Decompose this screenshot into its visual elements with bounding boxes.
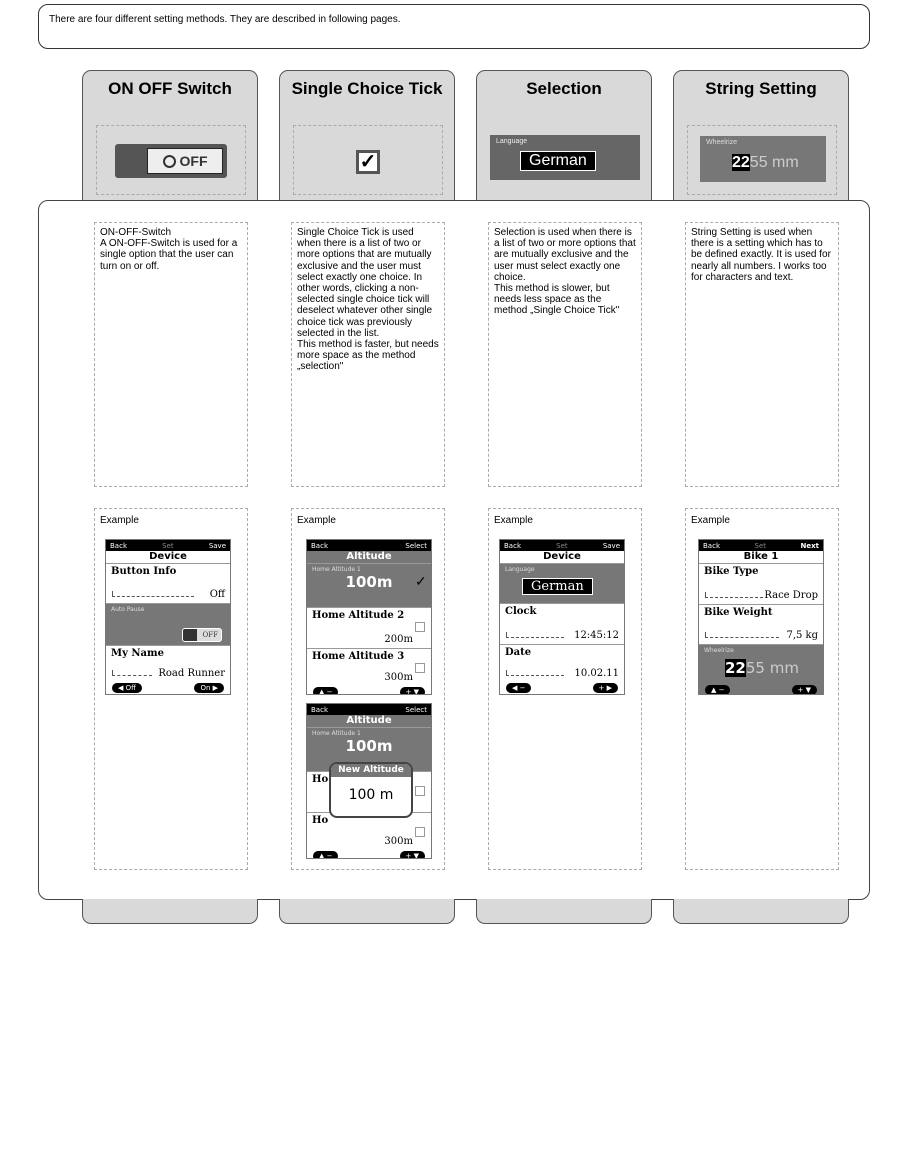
bottom-tab (279, 899, 455, 924)
tab-title: Selection (526, 79, 602, 98)
example-selection (488, 508, 642, 870)
tab-preview (96, 125, 246, 195)
device-screen: Back Select Altitude Home Altitude 1 100m ✓ Home Altitude 2 200m Home Altitude 3 300m ▲ − + ▼ (306, 539, 432, 695)
example-label: Example (494, 515, 533, 526)
checkbox-icon (415, 663, 425, 673)
tab-preview: Language German (490, 125, 640, 195)
tab-single-choice-tick[interactable] (279, 70, 455, 220)
device-screen: Back Set Save Device Language German Clock 12:45:12 Date 10.02.11 ◀ − + ▶ (499, 539, 625, 695)
device-screen-popup: Back Select Altitude Home Altitude 1 100m Ho Ho 300m ▲ − + ▼ New Altitude 100 m (306, 703, 432, 859)
off-toggle-icon: OFF (147, 148, 223, 174)
intro-text: There are four different setting methods. They are described in following pages. (38, 4, 870, 49)
device-screen: Back Set Next Bike 1 Bike Type Race Drop Bike Weight 7,5 kg Wheelrize 2255 mm ▲ − + ▼ (698, 539, 824, 695)
example-label: Example (691, 515, 730, 526)
example-on-off (94, 508, 248, 870)
checkbox-icon: ✓ (356, 150, 380, 174)
bottom-tab (82, 899, 258, 924)
tab-preview (293, 125, 443, 195)
example-label: Example (297, 515, 336, 526)
new-altitude-popup: New Altitude 100 m (329, 762, 413, 818)
tab-title: ON OFF Switch (108, 79, 232, 98)
checkbox-icon (415, 622, 425, 632)
tab-title: String Setting (705, 79, 817, 98)
description-string-setting: String Setting is used when there is a setting which has to be defined exactly. It is used for nearly all numbers. I works too for characters and text. (685, 222, 839, 487)
tab-title: Single Choice Tick (291, 79, 443, 98)
description-selection: Selection is used when there is a list of two or more options that are mutually exclusive and the user must select exactly one choice. This method is slower, but needs less space as the method „Single Choice Tick" (488, 222, 642, 487)
example-string-setting (685, 508, 839, 870)
device-screen: Back Set Save Device Button Info Off Auto Pause OFF My Name Road Runner ◀ Off On ▶ (105, 539, 231, 695)
bottom-tab (673, 899, 849, 924)
tab-string-setting[interactable] (673, 70, 849, 220)
check-icon: ✓ (415, 574, 427, 590)
description-on-off: ON-OFF-Switch A ON-OFF-Switch is used for a single option that the user can turn on or off. (94, 222, 248, 487)
tab-selection[interactable] (476, 70, 652, 220)
example-single-choice (291, 508, 445, 870)
description-single-choice: Single Choice Tick is used when there is a list of two or more options that are mutually exclusive and the user must select exactly one choice. In other words, clicking a non-selected single choice tick will deselect whatever other single choice tick was previously selected in the list. This method is faster, but needs more space as the method „selection" (291, 222, 445, 487)
example-label: Example (100, 515, 139, 526)
bottom-tab (476, 899, 652, 924)
tab-preview: Wheelrize 2255 mm (687, 125, 837, 195)
tab-on-off-switch[interactable] (82, 70, 258, 220)
